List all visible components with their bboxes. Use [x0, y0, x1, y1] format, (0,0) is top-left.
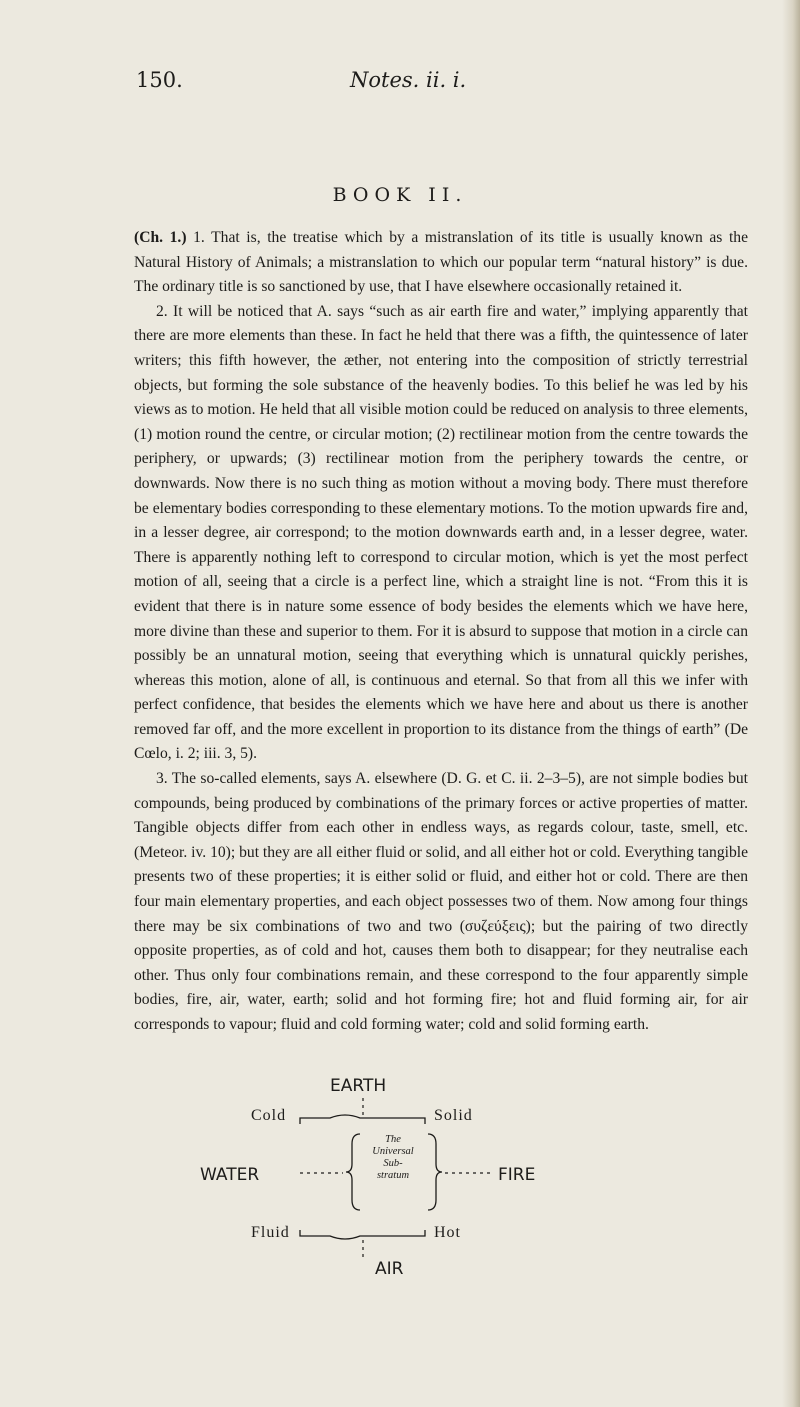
page-edge: [782, 0, 800, 1407]
note-paragraph-3: 3. The so-called elements, says A. elsewhere (D. G. et C. ii. 2–3–5), are not simple bodies but compounds, being produced by combinations of the primary forces or active properties of matter. Tangible objects differ from each other in endless ways, as regards colour, taste, smell, etc. (Meteor. iv. 10); but they are all either fluid or solid, and all either hot or cold. Everything tangible presents two of these properties; it is either solid or fluid, and either hot or cold. There are then four main elementary properties, and each object possesses two of them. Now among four things there may be six combinations of two and two (συζεύξεις); but the pairing of two directly opposite properties, as of cold and hot, causes them both to disappear; for they neutralise each other. Thus only four combinations remain, and these correspond to the four apparently simple bodies, fire, air, water, earth; solid and hot forming fire; hot and fluid forming air, for air corresponds to vapour; fluid and cold forming water; cold and solid forming earth.: [134, 770, 748, 1033]
substratum-line-1: The: [385, 1134, 401, 1145]
top-bracket: [300, 1115, 425, 1124]
label-cold: Cold: [251, 1107, 287, 1124]
note-paragraph-1: [134, 226, 748, 300]
elements-diagram: [200, 1076, 640, 1286]
substratum-line-3: Sub-: [383, 1158, 403, 1169]
label-air: AIR: [375, 1259, 404, 1279]
book-heading: BOOK II.: [332, 184, 468, 206]
label-fluid: Fluid: [251, 1224, 290, 1241]
label-hot: Hot: [434, 1224, 461, 1241]
page-number: 150.: [136, 68, 183, 92]
running-head: [136, 68, 736, 100]
running-title: Notes. ii. i.: [350, 68, 467, 92]
label-water: WATER: [200, 1165, 260, 1185]
label-earth: EARTH: [330, 1076, 387, 1096]
notes-body: [134, 226, 748, 1038]
right-brace: [428, 1134, 442, 1210]
label-fire: FIRE: [498, 1165, 536, 1185]
label-solid: Solid: [434, 1107, 473, 1124]
substratum-line-4: stratum: [376, 1170, 410, 1181]
note-paragraph-2: 2. It will be noticed that A. says “such as air earth fire and water,” implying apparently that there are more elements than these. In fact he held that there was a fifth, the quintessence of later writers; this fifth however, the æther, not entering into the composition of strictly terrestrial objects, but forming the sole substance of the heavenly bodies. To this belief he was led by his views as to motion. He held that all visible motion could be reduced on analysis to three elements, (1) motion round the centre, or circular motion; (2) rectilinear motion from the centre towards the periphery, or upwards; (3) rectilinear motion from the periphery towards the centre, or downwards. Now there is no such thing as motion without a moving body. There must therefore be elementary bodies corresponding to these elementary motions. To the motion upwards fire and, in a lesser degree, air correspond; to the motion downwards earth and, in a lesser degree, water. There is apparently nothing left to correspond to circular motion, which is yet the most perfect motion of all, seeing that a circle is a perfect line, which a straight line is not. “From this it is evident that there is in nature some essence of body besides the elements which we have here, more divine than these and superior to them. For it is absurd to suppose that motion in a circle can possibly be an unnatural motion, seeing that everything which is unnatural quickly perishes, whereas this motion, alone of all, is continuous and eternal. So that from all this we infer with perfect confidence, that besides the elements which we have here and about us there is another removed far off, and the more excellent in proportion to its distance from the things of earth” (De Cœlo, i. 2; iii. 3, 5).: [134, 302, 748, 763]
chapter-reference: (Ch. 1.): [134, 229, 187, 246]
note-1-text: 1. That is, the treatise which by a mistranslation of its title is usually known as the Natural History of Animals; a mistranslation to which our popular term “natural history” is due. The ordinary title is so sanctioned by use, that I have elsewhere occasionally retained it.: [134, 229, 748, 296]
bottom-bracket: [300, 1230, 425, 1239]
substratum-line-2: Universal: [372, 1146, 414, 1157]
universal-substratum: [358, 1134, 428, 1182]
